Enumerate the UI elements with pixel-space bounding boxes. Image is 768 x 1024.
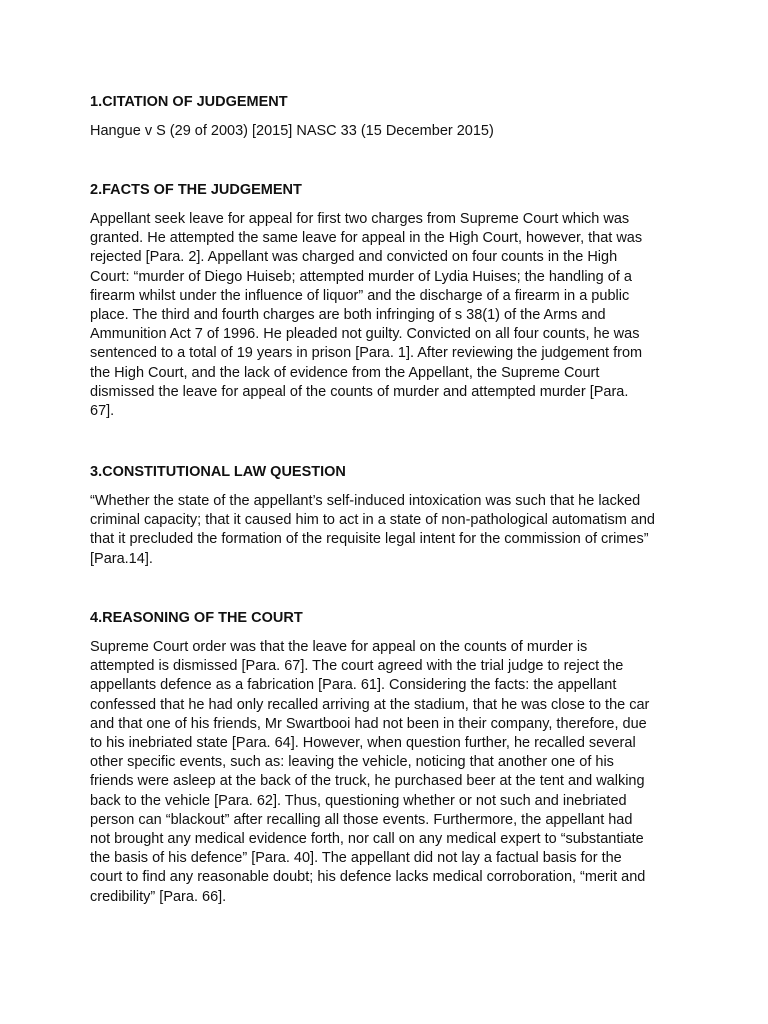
- text-line: friends were asleep at the back of the truck, he purchased beer at the tent and walking: [90, 773, 645, 790]
- text-line: back to the vehicle [Para. 62]. Thus, questioning whether or not such and inebriated: [90, 792, 627, 809]
- facts-section: [90, 181, 690, 421]
- reasoning-paragraph: [90, 638, 690, 907]
- text-line: and that one of his friends, Mr Swartbooi had not been in their company, therefore, due: [90, 715, 647, 732]
- text-line: dismissed the leave for appeal of the counts of murder and attempted murder [Para.: [90, 383, 629, 400]
- facts-paragraph: [90, 210, 690, 421]
- text-line: rejected [Para. 2]. Appellant was charged and convicted on four counts in the High: [90, 249, 618, 266]
- text-line: Supreme Court order was that the leave for appeal on the counts of murder is: [90, 639, 588, 655]
- citation-heading: 1.CITATION OF JUDGEMENT: [90, 94, 288, 110]
- text-line: Court: “murder of Diego Huiseb; attempted murder of Lydia Huises; the handling of a: [90, 268, 632, 285]
- text-line: person can “blackout” after recalling all those events. Furthermore, the appellant had: [90, 811, 633, 828]
- text-line: to his inebriated state [Para. 64]. However, when question further, he recalled several: [90, 735, 636, 752]
- text-line: criminal capacity; that it caused him to act in a state of non-pathological automatism and: [90, 512, 655, 529]
- question-paragraph: [90, 492, 690, 569]
- citation-text: [90, 122, 690, 141]
- text-line: place. The third and fourth charges are both infringing of s 38(1) of the Arms and: [90, 307, 606, 324]
- text-line: “Whether the state of the appellant’s self-induced intoxication was such that he lacked: [90, 493, 641, 509]
- text-line: court to find any reasonable doubt; his defence lacks medical corroboration, “merit and: [90, 869, 646, 886]
- question-section: [90, 463, 690, 569]
- question-heading: 3.CONSTITUTIONAL LAW QUESTION: [90, 464, 346, 480]
- text-line: credibility” [Para. 66].: [90, 888, 227, 905]
- text-line: sentenced to a total of 19 years in prison [Para. 1]. After reviewing the judgement from: [90, 345, 643, 362]
- text-line: Ammunition Act 7 of 1996. He pleaded not guilty. Convicted on all four counts, he was: [90, 326, 640, 343]
- reasoning-section: [90, 609, 690, 907]
- facts-heading: 2.FACTS OF THE JUDGEMENT: [90, 182, 302, 198]
- text-line: Appellant seek leave for appeal for first two charges from Supreme Court which was: [90, 211, 630, 227]
- text-line: not brought any medical evidence forth, nor call on any medical expert to “substantiate: [90, 831, 644, 848]
- text-line: the High Court, and the lack of evidence from the Appellant, the Supreme Court: [90, 364, 600, 381]
- citation-section: [90, 93, 690, 141]
- text-line: granted. He attempted the same leave for appeal in the High Court, however, that was: [90, 230, 643, 247]
- text-line: that it precluded the formation of the requisite legal intent for the commission of crimes”: [90, 531, 649, 548]
- text-line: the basis of his defence” [Para. 40]. The appellant did not lay a factual basis for the: [90, 850, 622, 867]
- text-line: confessed that he had only recalled arriving at the stadium, that he was close to the car: [90, 696, 650, 713]
- text-line: firearm whilst under the influence of liquor” and the discharge of a firearm in a public: [90, 287, 630, 304]
- reasoning-heading: 4.REASONING OF THE COURT: [90, 610, 303, 626]
- text-line: other specific events, such as: leaving the vehicle, noticing that another one of his: [90, 754, 614, 771]
- text-line: Hangue v S (29 of 2003) [2015] NASC 33 (15 December 2015): [90, 123, 494, 139]
- text-line: attempted is dismissed [Para. 67]. The court agreed with the trial judge to reject the: [90, 658, 624, 675]
- text-line: 67].: [90, 403, 115, 420]
- text-line: appellants defence as a fabrication [Para. 61]. Considering the facts: the appellant: [90, 677, 617, 694]
- text-line: [Para.14].: [90, 550, 153, 567]
